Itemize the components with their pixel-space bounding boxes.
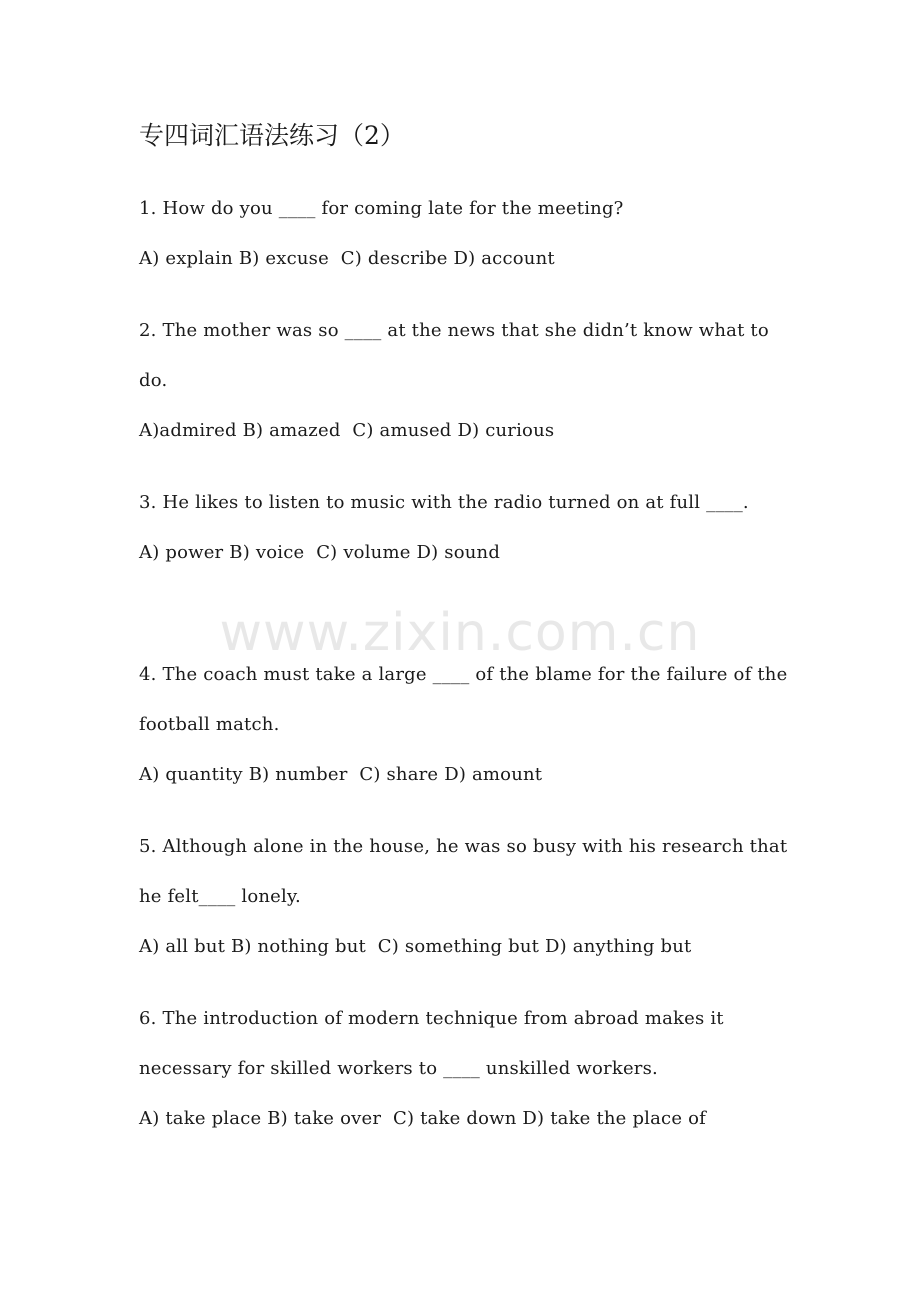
- question-text: 6. The introduction of modern technique from abroad makes it necessary for skilled workers to ____ unskilled workers.: [139, 1008, 730, 1079]
- question-6: [139, 994, 799, 1144]
- question-text: 4. The coach must take a large ____ of the blame for the failure of the football match.: [139, 664, 794, 735]
- document-title: 专四词汇语法练习（2）: [139, 121, 405, 150]
- question-text: 1. How do you ____ for coming late for the meeting?: [139, 198, 624, 219]
- question-4: [139, 650, 799, 800]
- question-text: 3. He likes to listen to music with the radio turned on at full ____.: [139, 492, 749, 513]
- watermark: www.zixin.com.cn: [219, 603, 701, 663]
- question-text: 2. The mother was so ____ at the news that she didn’t know what to do.: [139, 320, 775, 391]
- question-options: A)admired B) amazed C) amused D) curious: [139, 420, 555, 441]
- question-5: [139, 822, 799, 972]
- question-options: A) power B) voice C) volume D) sound: [139, 542, 501, 563]
- question-options: A) explain B) excuse C) describe D) account: [139, 248, 555, 269]
- question-options: A) all but B) nothing but C) something but D) anything but: [139, 936, 692, 957]
- question-3: [139, 478, 799, 578]
- question-options: A) quantity B) number C) share D) amount: [139, 764, 543, 785]
- question-2: [139, 306, 799, 456]
- question-1: [139, 184, 799, 284]
- question-options: A) take place B) take over C) take down D) take the place of: [139, 1108, 707, 1129]
- question-text: 5. Although alone in the house, he was so busy with his research that he felt____ lonely.: [139, 836, 794, 907]
